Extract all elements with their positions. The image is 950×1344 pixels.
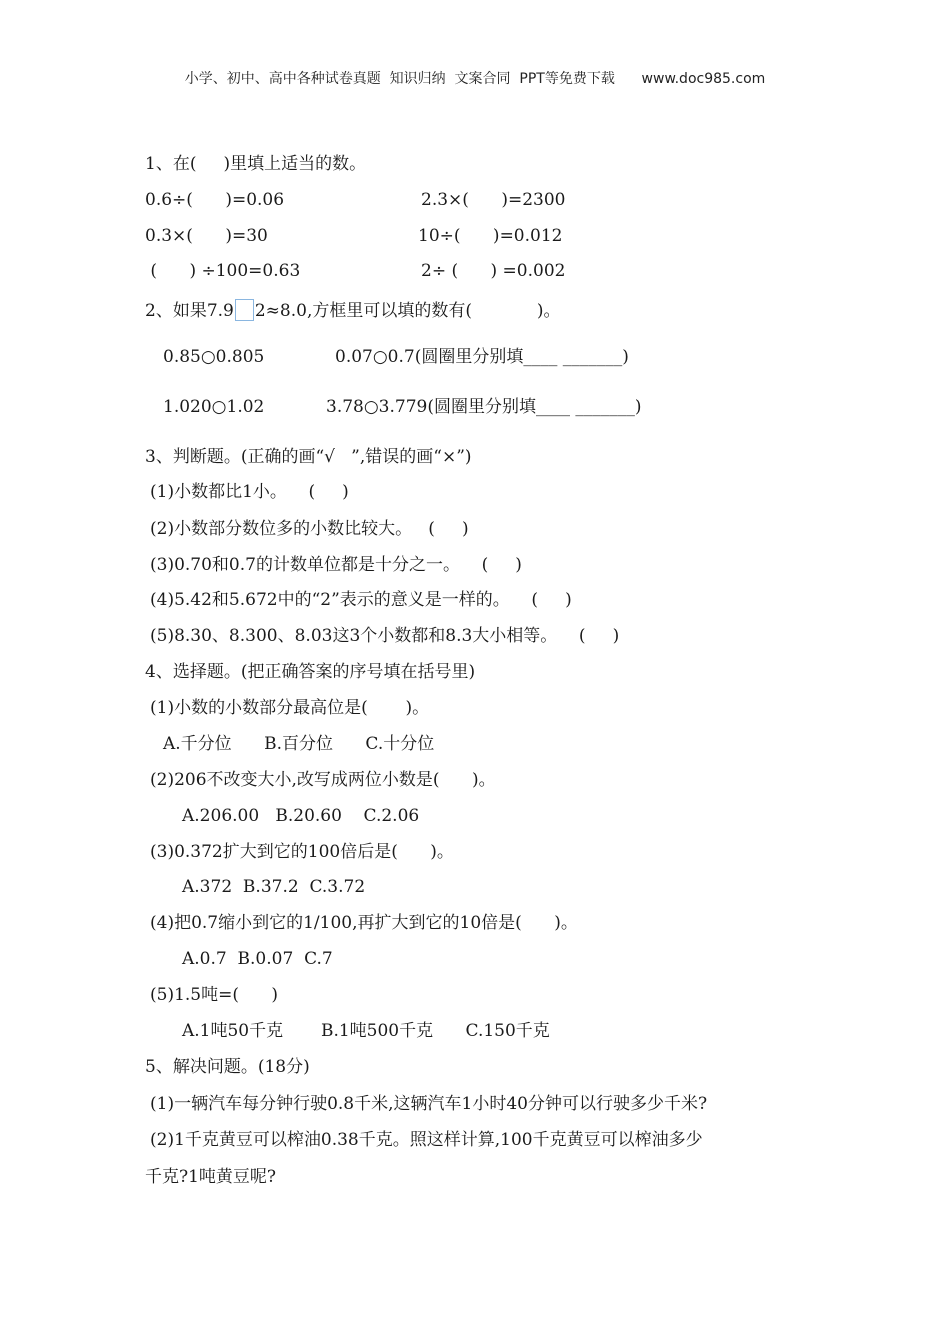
q1-row2-right: 10÷( )=0.012 — [418, 226, 563, 246]
q1-title: 1、在( )里填上适当的数。 — [145, 154, 367, 174]
q4-item-2-options: A.206.00 B.20.60 C.2.06 — [182, 806, 420, 826]
q2-title-pre: 2、如果7.9 — [145, 301, 234, 321]
q4-item-1-options: A.千分位 B.百分位 C.十分位 — [163, 734, 435, 754]
q3-item-3: (3)0.70和0.7的计数单位都是十分之一。 ( ) — [150, 555, 522, 575]
q4-item-5-question: (5)1.5吨=( ) — [150, 985, 279, 1005]
q4-item-4-question: (4)把0.7缩小到它的1/100,再扩大到它的10倍是( )。 — [150, 913, 578, 933]
q3-item-5: (5)8.30、8.300、8.03这3个小数都和8.3大小相等。 ( ) — [150, 626, 620, 646]
q5-problem-1: (1)一辆汽车每分钟行驶0.8千米,这辆汽车1小时40分钟可以行驶多少千米? — [150, 1094, 708, 1114]
q4-item-4-options: A.0.7 B.0.07 C.7 — [182, 949, 333, 969]
q1-row3-right: 2÷ ( ) =0.002 — [421, 261, 566, 281]
q3-item-1: (1)小数都比1小。 ( ) — [150, 482, 349, 502]
q1-row1-left: 0.6÷( )=0.06 — [145, 190, 285, 210]
q4-title: 4、选择题。(把正确答案的序号填在括号里) — [145, 662, 476, 682]
q5-problem-2-line2: 千克?1吨黄豆呢? — [145, 1167, 277, 1187]
q4-item-3-options: A.372 B.37.2 C.3.72 — [182, 877, 366, 897]
q3-title: 3、判断题。(正确的画“√ ”,错误的画“×”) — [145, 447, 472, 467]
blank-square-box — [235, 299, 254, 321]
q1-row2-left: 0.3×( )=30 — [145, 226, 268, 246]
q2-compare1-right: 0.07○0.7(圆圈里分别填____ _______) — [335, 347, 629, 367]
q1-row3-left: ( ) ÷100=0.63 — [145, 261, 301, 281]
q3-item-4: (4)5.42和5.672中的“2”表示的意义是一样的。 ( ) — [150, 590, 572, 610]
q2-compare2-right: 3.78○3.779(圆圈里分别填____ _______) — [326, 397, 642, 417]
q4-item-5-options: A.1吨50千克 B.1吨500千克 C.150千克 — [182, 1021, 550, 1041]
q1-row1-right: 2.3×( )=2300 — [421, 190, 566, 210]
q5-title: 5、解决问题。(18分) — [145, 1057, 310, 1077]
q3-item-2: (2)小数部分数位多的小数比较大。 ( ) — [150, 519, 469, 539]
q5-problem-2-line1: (2)1千克黄豆可以榨油0.38千克。照这样计算,100千克黄豆可以榨油多少 — [150, 1130, 703, 1150]
q2-title-post: 2≈8.0,方框里可以填的数有( )。 — [254, 301, 561, 321]
q4-item-1-question: (1)小数的小数部分最高位是( )。 — [150, 698, 430, 718]
q2-compare2-left: 1.020○1.02 — [163, 397, 265, 417]
q4-item-3-question: (3)0.372扩大到它的100倍后是( )。 — [150, 842, 454, 862]
q2-title — [145, 299, 560, 322]
q4-item-2-question: (2)206不改变大小,改写成两位小数是( )。 — [150, 770, 496, 790]
q2-compare1-left: 0.85○0.805 — [163, 347, 265, 367]
page-header: 小学、初中、高中各种试卷真题 知识归纳 文案合同 PPT等免费下载 www.doc985.com — [184, 71, 766, 87]
